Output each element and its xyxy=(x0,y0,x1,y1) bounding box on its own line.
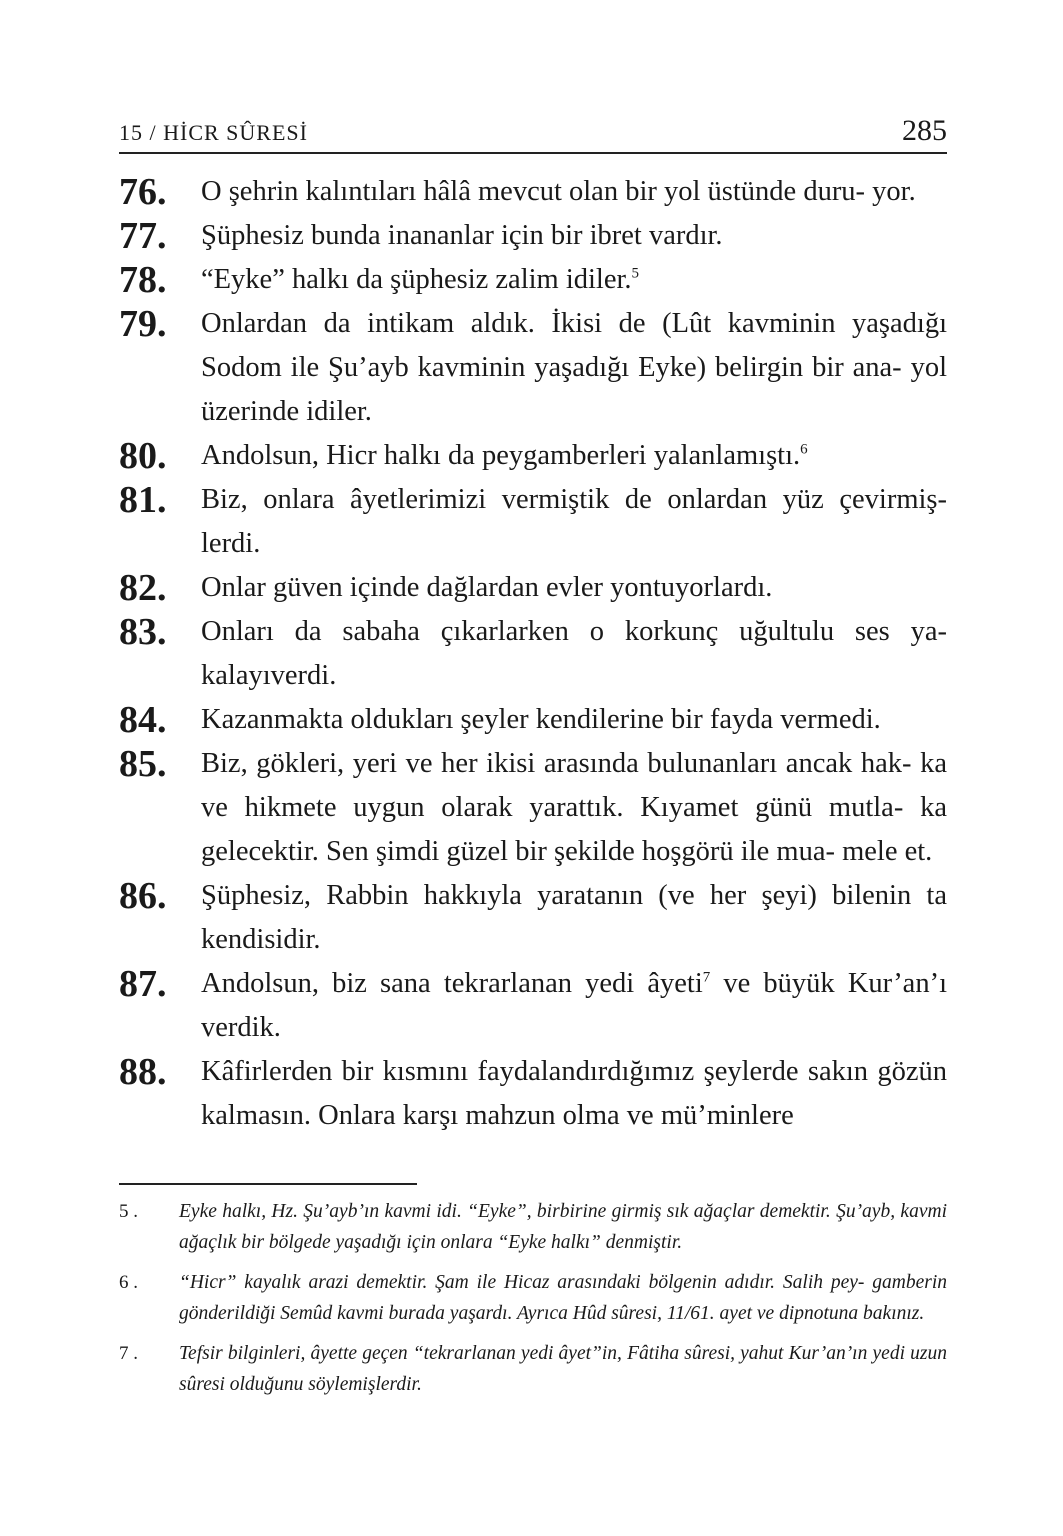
verse-number: 78. xyxy=(119,259,167,301)
chapter-title: 15 / HİCR SÛRESİ xyxy=(119,120,308,145)
verse-number: 85. xyxy=(119,743,167,785)
verse-78 xyxy=(119,258,947,302)
verse-number: 79. xyxy=(119,303,167,345)
verse-text: Şüphesiz bunda inananlar için bir ibret vardır. xyxy=(201,220,723,251)
verse-number: 77. xyxy=(119,215,167,257)
footnote-5 xyxy=(119,1196,947,1258)
verse-text: Biz, gökleri, yeri ve her ikisi arasında bulunanları ancak hak- ka ve hikmete uygun olarak yarattık. Kıyamet günü mutla- ka gelecektir. Sen şimdi güzel bir şekilde hoşgörü ile mua- mele et. xyxy=(201,748,947,867)
verse-84 xyxy=(119,698,947,742)
footnote-text: Eyke halkı, Hz. Şu’ayb’ın kavmi idi. “Eyke”, birbirine girmiş sık ağaçlar demektir. Şu’ayb, kavmi ağaçlık bir bölgede yaşadığı için onlara “Eyke halkı” denmiştir. xyxy=(179,1201,947,1253)
verse-number: 84. xyxy=(119,699,167,741)
verse-number: 80. xyxy=(119,435,167,477)
verse-text-wrapper xyxy=(201,962,947,1050)
verse-text-continued: ve büyük Kur’an’ı verdik. xyxy=(201,968,947,1043)
verse-number: 86. xyxy=(119,875,167,917)
verse-number: 82. xyxy=(119,567,167,609)
verse-text: Şüphesiz, Rabbin hakkıyla yaratanın (ve her şeyi) bilenin ta kendisidir. xyxy=(201,880,947,955)
footnote-mark: 5 . xyxy=(119,1201,138,1222)
verse-number: 76. xyxy=(119,171,167,213)
verse-number: 83. xyxy=(119,611,167,653)
footnote-ref[interactable]: 7 xyxy=(702,969,711,986)
verse-text: Biz, onlara âyetlerimizi vermiştik de onlardan yüz çevirmiş- lerdi. xyxy=(201,484,947,559)
footnote-list xyxy=(119,1196,947,1409)
verse-text: Kâfirlerden bir kısmını faydalandırdığımız şeylerde sakın gözün kalmasın. Onlara karşı mahzun olma ve mü’minlere xyxy=(201,1056,947,1131)
footnote-divider xyxy=(119,1183,417,1185)
verse-81 xyxy=(119,478,947,566)
footnote-mark: 7 . xyxy=(119,1343,138,1364)
verse-85 xyxy=(119,742,947,874)
verse-87 xyxy=(119,962,947,1050)
verse-text: “Eyke” halkı da şüphesiz zalim idiler. xyxy=(201,264,632,295)
verse-text: O şehrin kalıntıları hâlâ mevcut olan bir yol üstünde duru- yor. xyxy=(201,176,916,207)
verse-number: 81. xyxy=(119,479,167,521)
verse-text-wrapper xyxy=(201,258,947,302)
verse-text: Onlardan da intikam aldık. İkisi de (Lût kavminin yaşadığı Sodom ile Şu’ayb kavminin yaşadığı Eyke) belirgin bir ana- yol üzerinde idiler. xyxy=(201,308,947,427)
verse-list xyxy=(119,170,947,1138)
verse-text: Kazanmakta oldukları şeyler kendilerine bir fayda vermedi. xyxy=(201,704,881,735)
footnote-ref[interactable]: 5 xyxy=(631,265,640,282)
verse-text: Onlar güven içinde dağlardan evler yontuyorlardı. xyxy=(201,572,773,603)
verse-number: 88. xyxy=(119,1051,167,1093)
verse-text: Andolsun, Hicr halkı da peygamberleri yalanlamıştı. xyxy=(201,440,801,471)
verse-77 xyxy=(119,214,947,258)
verse-88 xyxy=(119,1050,947,1138)
running-header xyxy=(119,112,947,154)
footnote-text: Tefsir bilginleri, âyette geçen “tekrarlanan yedi âyet”in, Fâtiha sûresi, yahut Kur’an’ın yedi uzun sûresi olduğunu söylemişlerdir. xyxy=(179,1343,947,1395)
footnote-text: “Hicr” kayalık arazi demektir. Şam ile Hicaz arasındaki bölgenin adıdır. Salih pey- gamberin gönderildiği Semûd kavmi burada yaşardı. Ayrıca Hûd sûresi, 11/61. ayet ve dipnotuna bakınız. xyxy=(179,1272,947,1324)
verse-text: Onları da sabaha çıkarlarken o korkunç uğultulu ses ya- kalayıverdi. xyxy=(201,616,947,691)
verse-number: 87. xyxy=(119,963,167,1005)
verse-82 xyxy=(119,566,947,610)
verse-text: Andolsun, biz sana tekrarlanan yedi âyeti xyxy=(201,968,703,999)
verse-80 xyxy=(119,434,947,478)
footnote-7 xyxy=(119,1338,947,1400)
verse-text-wrapper xyxy=(201,434,947,478)
footnote-mark: 6 . xyxy=(119,1272,138,1293)
verse-76 xyxy=(119,170,947,214)
footnote-6 xyxy=(119,1267,947,1329)
verse-79 xyxy=(119,302,947,434)
verse-86 xyxy=(119,874,947,962)
verse-83 xyxy=(119,610,947,698)
footnote-ref[interactable]: 6 xyxy=(800,441,808,458)
page-number: 285 xyxy=(902,114,947,147)
